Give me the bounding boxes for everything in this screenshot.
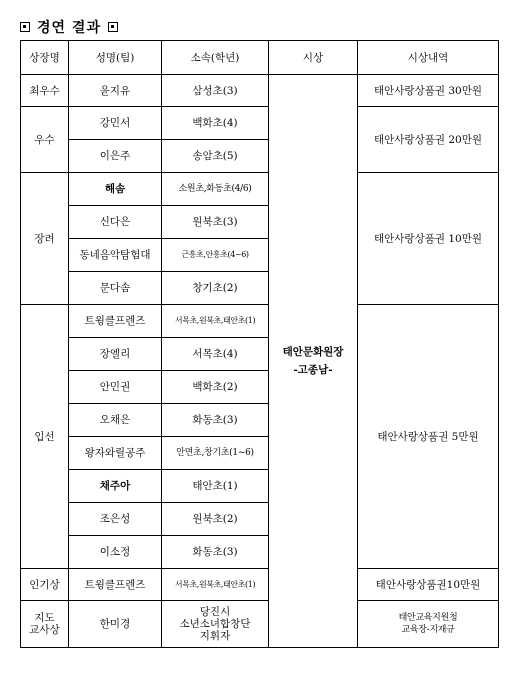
table-row — [21, 601, 499, 648]
table-row — [21, 107, 499, 140]
school-cell: 소원초,화동초(4/6) — [162, 173, 269, 206]
name-cell: 이소정 — [69, 536, 162, 569]
name-cell: 한미경 — [69, 601, 162, 648]
table-row — [21, 569, 499, 601]
school-cell: 서목초,원북초,태안초(1) — [162, 569, 269, 601]
award-line: 교사상 — [29, 624, 60, 636]
presenter-cell — [269, 75, 358, 648]
presenter-name: -고종남- — [293, 364, 333, 376]
school-cell: 원북초(3) — [162, 206, 269, 239]
school-line: 소년소녀합창단 — [179, 618, 251, 630]
school-line: 지휘자 — [199, 630, 231, 642]
name-cell: 오채은 — [69, 404, 162, 437]
name-cell: 윤지유 — [69, 75, 162, 107]
prize-cell: 태안사랑상품권 20만원 — [358, 107, 499, 173]
name-cell: 왕자와릴공주 — [69, 437, 162, 470]
school-cell: 태안초(1) — [162, 470, 269, 503]
school-cell: 화동초(3) — [162, 536, 269, 569]
prize-cell: 태안사랑상품권 10만원 — [358, 173, 499, 305]
award-cell: 장려 — [21, 173, 69, 305]
award-cell: 인기상 — [21, 569, 69, 601]
table-row — [21, 173, 499, 206]
award-cell: 우수 — [21, 107, 69, 173]
header-presenter: 시상 — [269, 41, 358, 75]
name-cell: 트윙클프렌즈 — [69, 569, 162, 601]
name-cell: 이은주 — [69, 140, 162, 173]
presenter-line: 교육장-지재규 — [401, 625, 455, 635]
presenter-title: 태안문화원장 — [282, 346, 344, 358]
award-line: 지도 — [34, 612, 55, 624]
school-cell: 삼성초(3) — [162, 75, 269, 107]
name-cell: 안민권 — [69, 371, 162, 404]
school-cell: 백화초(2) — [162, 371, 269, 404]
school-line: 당진시 — [199, 606, 231, 618]
name-cell: 강민서 — [69, 107, 162, 140]
award-cell: 입선 — [21, 305, 69, 569]
header-prize: 시상내역 — [358, 41, 499, 75]
name-cell: 트윙클프렌즈 — [69, 305, 162, 338]
title-text: 경연 결과 — [37, 20, 101, 36]
school-cell: 창기초(2) — [162, 272, 269, 305]
square-bullet-icon — [20, 22, 30, 32]
school-cell: 화동초(3) — [162, 404, 269, 437]
school-cell: 송암초(5) — [162, 140, 269, 173]
name-cell: 신다은 — [69, 206, 162, 239]
table-row — [21, 305, 499, 338]
name-cell: 해솜 — [69, 173, 162, 206]
award-cell — [21, 601, 69, 648]
table-row — [21, 75, 499, 107]
name-cell: 장엘리 — [69, 338, 162, 371]
presenter-cell — [358, 601, 499, 648]
school-cell: 근흥초,안흥초(4~6) — [162, 239, 269, 272]
award-cell: 최우수 — [21, 75, 69, 107]
prize-cell: 태안사랑상품권 30만원 — [358, 75, 499, 107]
header-award: 상장명 — [21, 41, 69, 75]
name-cell: 조은성 — [69, 503, 162, 536]
page-title — [20, 17, 118, 37]
name-cell: 동네음악탐험대 — [69, 239, 162, 272]
header-school: 소속(학년) — [162, 41, 269, 75]
presenter-line: 태안교육지원청 — [398, 613, 458, 623]
square-bullet-icon — [108, 22, 118, 32]
prize-cell: 태안사랑상품권10만원 — [358, 569, 499, 601]
school-cell: 안면초,창기초(1~6) — [162, 437, 269, 470]
header-name: 성명(팀) — [69, 41, 162, 75]
name-cell: 채주아 — [69, 470, 162, 503]
school-cell: 백화초(4) — [162, 107, 269, 140]
school-cell: 원북초(2) — [162, 503, 269, 536]
school-cell — [162, 601, 269, 648]
prize-cell: 태안사랑상품권 5만원 — [358, 305, 499, 569]
name-cell: 문다솜 — [69, 272, 162, 305]
school-cell: 서목초,원북초,태안초(1) — [162, 305, 269, 338]
results-table — [20, 40, 499, 648]
header-row — [21, 41, 499, 75]
school-cell: 서목초(4) — [162, 338, 269, 371]
